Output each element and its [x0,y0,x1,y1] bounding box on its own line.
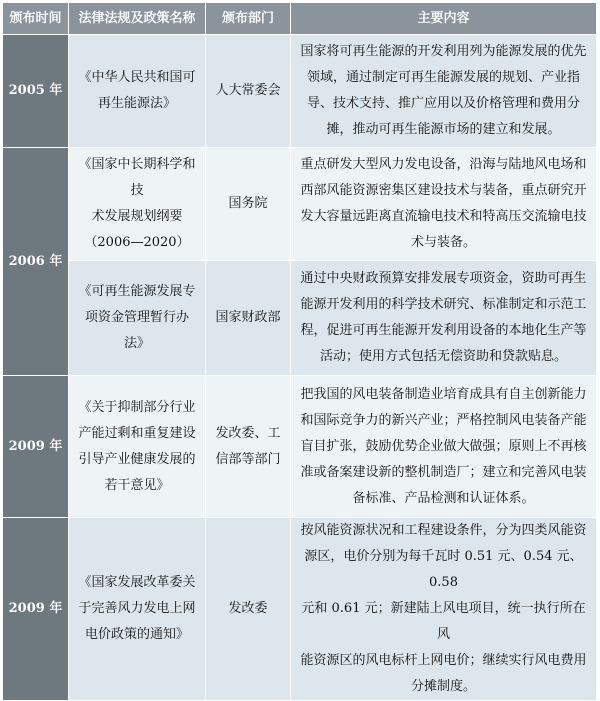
content-line: 活动；使用方式包括无偿资助和贷款贴息。 [319,349,567,364]
law-name-line: 再生能源法》 [97,96,176,111]
department-line: 国务院 [228,196,268,211]
department-cell [206,35,291,148]
law-name-line: 《国家中长期科学和 [78,157,196,172]
law-name-cell [69,376,206,518]
content-line: 导、技术支持、推广应用以及价格管理和费用分 [306,96,580,111]
law-name-line: 电价政策的通知》 [84,627,189,642]
law-name-line: （2006—2020） [84,235,190,250]
table-header [3,3,597,35]
law-name-line: 若干意见》 [104,477,170,493]
header-date: 颁布时间 [3,3,69,35]
law-name-cell [69,261,206,376]
table-body [3,35,597,701]
content-line: 发大容量远距离直流输电技术和特高压交流输电技 [300,209,587,224]
table-row [3,35,597,148]
content-line: 通过中央财政预算安排发展专项资金，资助可再生 [300,271,587,286]
content-line: 备标准、产品检测和认证体系。 [352,490,535,506]
law-name-line: 《可再生能源发展专 [78,284,196,299]
content-line: 元和 0.61 元；新建陆上风电项目，统一执行所在风 [301,601,586,642]
law-name-cell [69,35,206,148]
content-cell [291,261,597,376]
law-name-line: 技 [130,183,144,198]
content-line: 能源开发利用的科学技术研究、标准制定和示范工 [300,297,587,312]
law-name-line: 于完善风力发电上网 [78,601,196,616]
content-line: 分摊制度。 [410,679,476,694]
department-line: 人大常委会 [215,83,281,98]
law-name-cell [69,148,206,261]
content-line: 西部风能资源密集区建设技术与装备，重点研究开 [300,183,587,198]
department-line: 发改委、工 [215,425,281,441]
department-line: 国家财政部 [215,310,281,325]
law-name-line: 项资金管理暂行办 [84,310,189,325]
table-row [3,518,597,701]
content-line: 源区，电价分别为每千瓦时 0.51 元、0.54 元、0.58 [304,549,583,590]
policy-table [2,2,597,701]
department-line: 发改委 [228,601,268,616]
content-cell [291,376,597,518]
law-name-line: 引导产业健康发展的 [78,451,196,467]
department-cell [206,376,291,518]
content-line: 能资源区的风电标杆上网电价；继续实行风电费用 [300,653,587,668]
header-row [3,3,597,35]
table-row [3,148,597,261]
department-line: 信部等部门 [215,451,281,467]
content-line: 摊，推动可再生能源市场的建立和发展。 [326,122,561,137]
department-cell [206,148,291,261]
header-department: 颁布部门 [206,3,291,35]
content-line: 国家将可再生能源的开发利用列为能源发展的优先 [300,44,587,59]
year-cell: 2006 年 [3,148,69,376]
content-cell [291,148,597,261]
content-cell [291,35,597,148]
content-line: 按风能资源状况和工程建设条件，分为四类风能资 [300,523,587,538]
law-name-line: 术发展规划纲要 [91,209,183,224]
law-name-line: 《国家发展改革委关 [78,575,196,590]
content-line: 程，促进可再生能源开发利用设备的本地化生产等 [300,323,587,338]
department-cell [206,261,291,376]
year-cell: 2005 年 [3,35,69,148]
law-name-line: 法》 [123,336,150,351]
law-name-line: 《关于抑制部分行业 [78,399,196,415]
department-cell [206,518,291,701]
year-cell: 2009 年 [3,518,69,701]
content-line: 和国际竞争力的新兴产业；严格控制风电装备产能 [300,412,587,428]
content-line: 术与装备。 [410,235,476,250]
law-name-line: 产能过剩和重复建设 [78,425,196,441]
content-line: 领域，通过制定可再生能源发展的规划、产业指 [306,70,580,85]
header-law-name: 法律法规及政策名称 [69,3,206,35]
content-line: 盲目扩张，鼓励优势企业做大做强；原则上不再核 [300,438,587,454]
content-line: 重点研发大型风力发电设备，沿海与陆地风电场和 [300,157,587,172]
header-content: 主要内容 [291,3,597,35]
year-cell: 2009 年 [3,376,69,518]
table-row [3,261,597,376]
content-line: 把我国的风电装备制造业培育成具有自主创新能力 [300,386,587,402]
content-cell [291,518,597,701]
law-name-line: 《中华人民共和国可 [78,70,196,85]
table-row [3,376,597,518]
law-name-cell [69,518,206,701]
content-line: 准或备案建设新的整机制造厂；建立和完善风电装 [300,464,587,480]
